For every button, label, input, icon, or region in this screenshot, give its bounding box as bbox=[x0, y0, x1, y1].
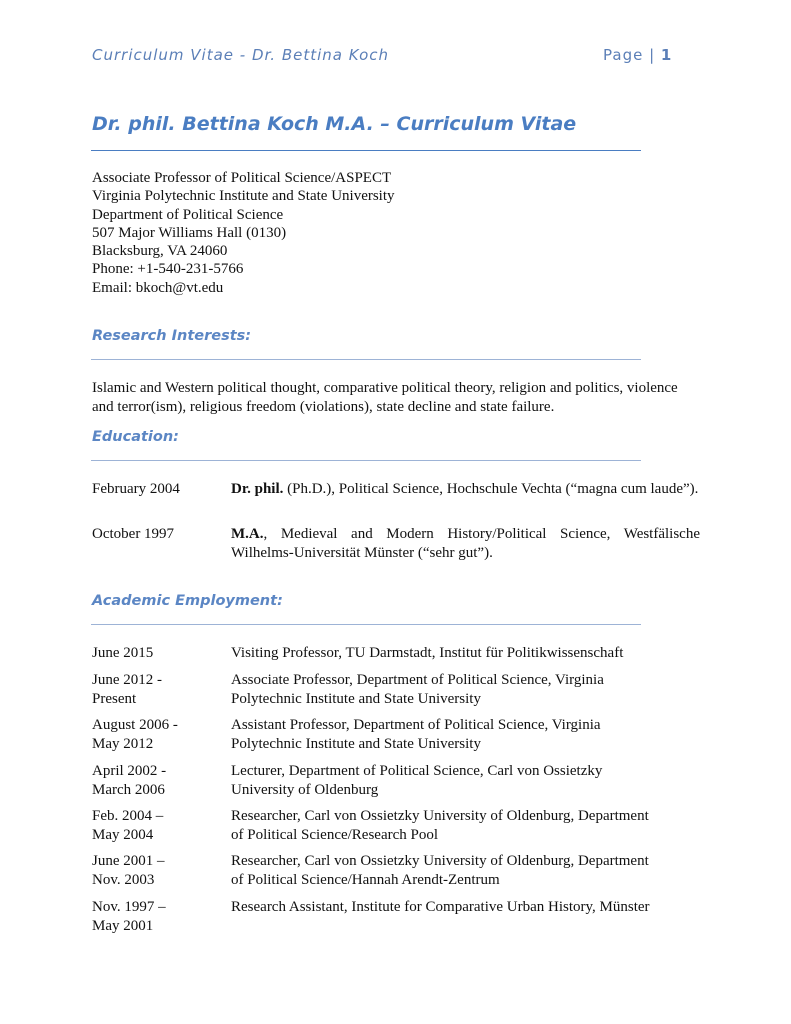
page-indicator bbox=[603, 46, 672, 64]
employment-date: June 2012 - Present bbox=[92, 672, 162, 707]
address-department: Department of Political Science bbox=[92, 206, 284, 223]
address-email: Email: bkoch@vt.edu bbox=[92, 279, 224, 296]
page-number: 1 bbox=[660, 46, 673, 64]
address-phone: Phone: +1-540-231-5766 bbox=[92, 261, 244, 278]
research-rule bbox=[91, 359, 641, 360]
employment-date: August 2006 - May 2012 bbox=[92, 717, 178, 752]
employment-text: Associate Professor, Department of Political Science, Virginia Polytechnic Institute and State University bbox=[231, 672, 604, 707]
title-rule bbox=[91, 150, 641, 151]
employment-rule bbox=[91, 624, 641, 625]
page-label: Page | bbox=[603, 46, 661, 64]
employment-date: June 2015 bbox=[92, 645, 154, 661]
employment-date: Feb. 2004 – May 2004 bbox=[92, 808, 164, 843]
research-text: Islamic and Western political thought, comparative political theory, religion and politics, violence and terror(ism), religious freedom (violations), state decline and state failure. bbox=[92, 380, 678, 415]
employment-text: Researcher, Carl von Ossietzky University of Oldenburg, Department of Political Science/Research Pool bbox=[231, 808, 649, 843]
education-detail bbox=[231, 480, 700, 499]
employment-heading: Academic Employment: bbox=[92, 593, 283, 609]
employment-text: Research Assistant, Institute for Comparative Urban History, Münster bbox=[231, 899, 650, 915]
running-header: Curriculum Vitae - Dr. Bettina Koch bbox=[92, 46, 389, 64]
employment-text: Visiting Professor, TU Darmstadt, Institut für Politikwissenschaft bbox=[231, 645, 624, 661]
research-heading: Research Interests: bbox=[92, 328, 252, 344]
employment-text: Lecturer, Department of Political Science, Carl von Ossietzky University of Oldenburg bbox=[231, 763, 603, 798]
employment-text: Researcher, Carl von Ossietzky University of Oldenburg, Department of Political Science/Hannah Arendt-Zentrum bbox=[231, 853, 649, 888]
address-university: Virginia Polytechnic Institute and State University bbox=[92, 188, 395, 205]
address-position: Associate Professor of Political Science/ASPECT bbox=[92, 170, 392, 186]
education-date: February 2004 bbox=[92, 481, 180, 497]
employment-date: Nov. 1997 – May 2001 bbox=[92, 899, 166, 934]
address-building: 507 Major Williams Hall (0130) bbox=[92, 224, 287, 241]
contact-block bbox=[92, 169, 395, 297]
employment-text: Assistant Professor, Department of Political Science, Virginia Polytechnic Institute and State University bbox=[231, 717, 601, 752]
degree-name: M.A. bbox=[231, 526, 264, 542]
address-city: Blacksburg, VA 24060 bbox=[92, 243, 228, 260]
education-detail bbox=[231, 525, 700, 562]
document-title: Dr. phil. Bettina Koch M.A. – Curriculum Vitae bbox=[92, 113, 577, 135]
education-heading: Education: bbox=[92, 429, 179, 445]
degree-info: , Medieval and Modern History/Political Science, Westfälische Wilhelms-Universität Münster (“sehr gut”). bbox=[231, 526, 700, 561]
degree-info: (Ph.D.), Political Science, Hochschule Vechta (“magna cum laude”). bbox=[283, 481, 699, 497]
degree-name: Dr. phil. bbox=[231, 481, 284, 497]
education-date: October 1997 bbox=[92, 526, 175, 542]
employment-date: June 2001 – Nov. 2003 bbox=[92, 853, 165, 888]
education-rule bbox=[91, 460, 641, 461]
employment-date: April 2002 - March 2006 bbox=[92, 763, 167, 798]
